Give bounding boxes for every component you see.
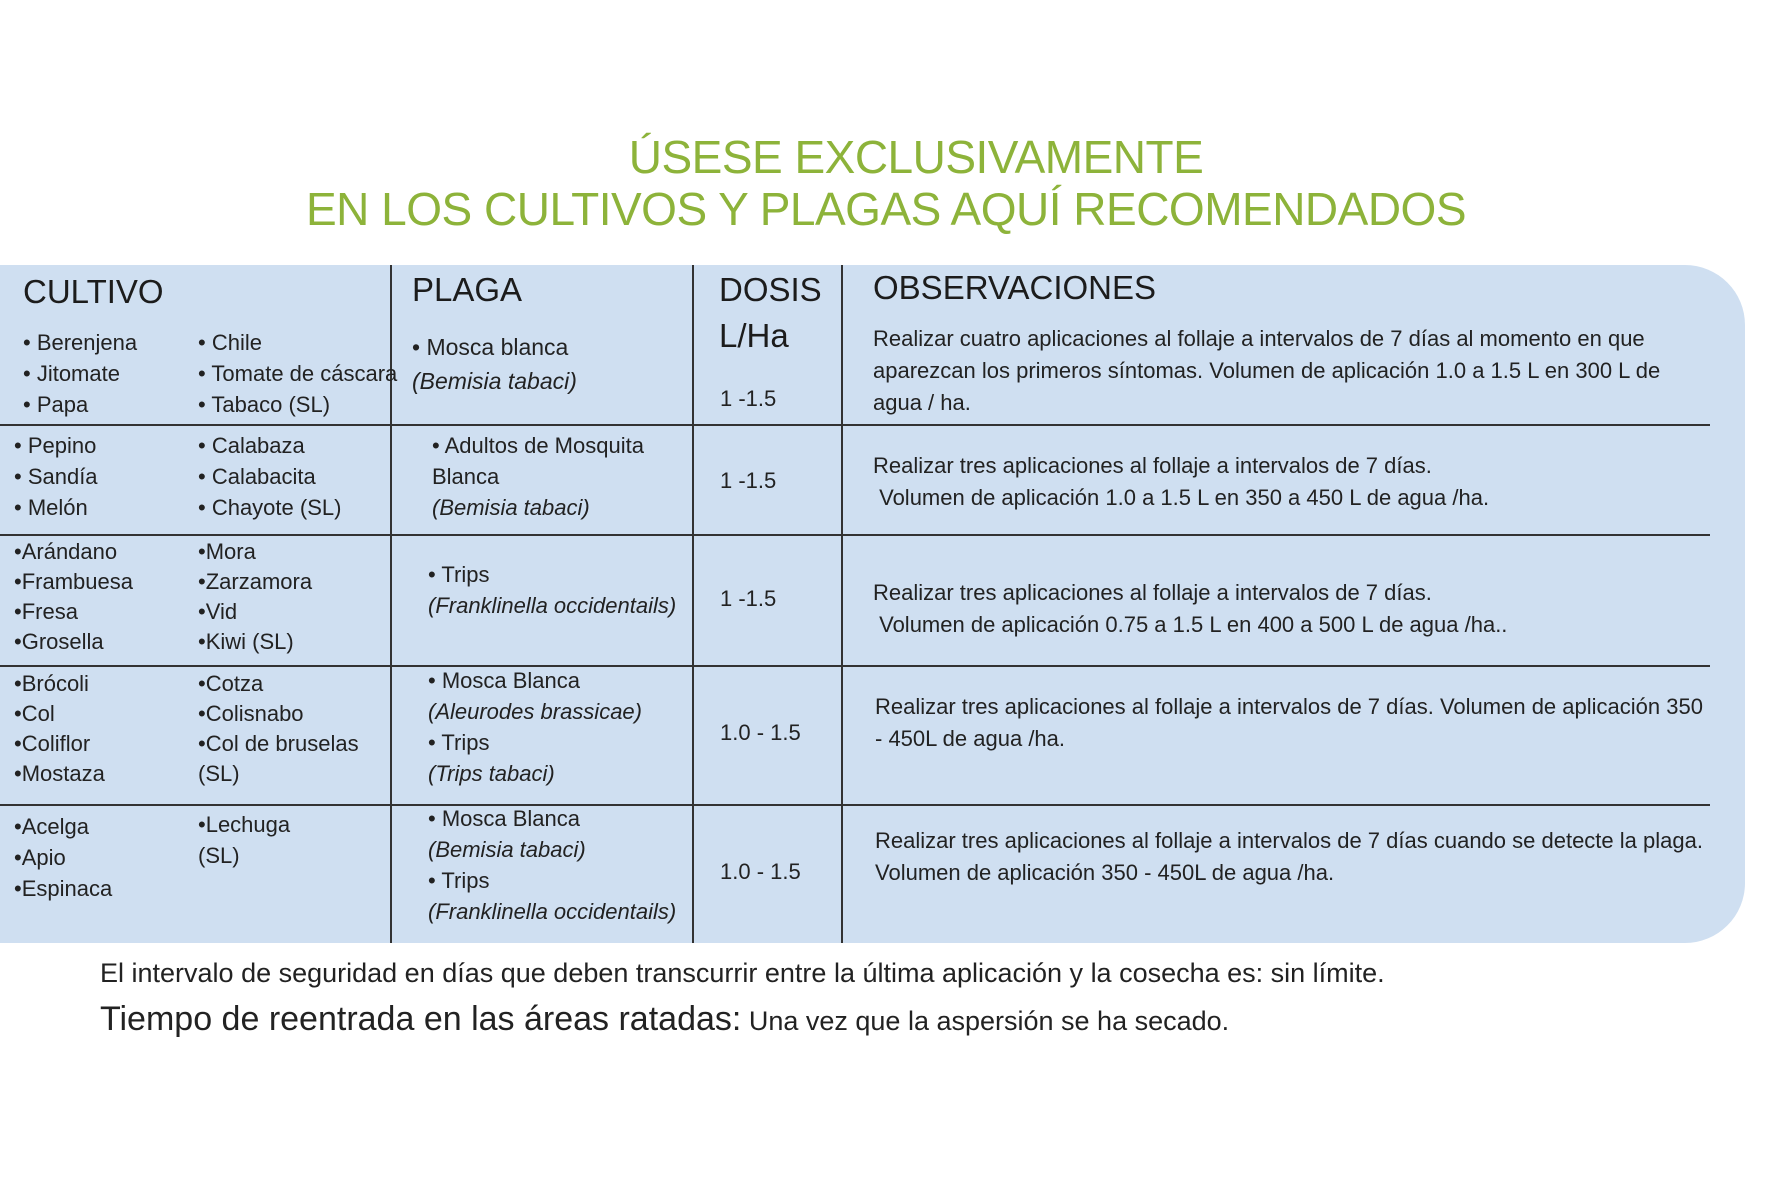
row-2-dosis: 1 -1.5 xyxy=(720,468,777,493)
heading-line-1: ÚSESE EXCLUSIVAMENTE xyxy=(628,131,1204,183)
observacion-line: Realizar tres aplicaciones al follaje a intervalos de 7 días. xyxy=(873,453,1432,478)
observacion-line: Realizar tres aplicaciones al follaje a intervalos de 7 días. xyxy=(873,580,1432,605)
list-item: •Vid xyxy=(198,599,238,624)
list-item: •Zarzamora xyxy=(198,569,313,594)
plaga-scientific-name: (Franklinella occidentails) xyxy=(428,593,677,618)
row-3-plaga xyxy=(428,559,676,621)
plaga-scientific-name: (Trips tabaci) xyxy=(428,761,555,786)
list-item: • Calabacita xyxy=(198,464,316,489)
row-4-plaga xyxy=(428,665,642,789)
plaga-scientific-name: (Bemisia tabaci) xyxy=(412,368,577,394)
row-4-cultivo-a xyxy=(14,669,105,789)
list-item: (SL) xyxy=(198,761,240,786)
row-3-cultivo-a xyxy=(14,537,133,657)
column-divider-observaciones xyxy=(841,265,843,943)
list-item: • Tomate de cáscara xyxy=(198,361,398,386)
list-item: • Tabaco (SL) xyxy=(198,392,331,417)
plaga-name: • Mosca Blanca xyxy=(428,668,580,693)
list-item: • Berenjena xyxy=(23,330,138,355)
row-1-dosis: 1 -1.5 xyxy=(720,386,777,411)
list-item: •Colisnabo xyxy=(198,701,304,726)
plaga-scientific-name: (Aleurodes brassicae) xyxy=(428,699,642,724)
plaga-name: • Mosca blanca xyxy=(412,334,569,360)
list-item: • Jitomate xyxy=(23,361,120,386)
row-4-cultivo-b xyxy=(198,669,359,789)
header-plaga: PLAGA xyxy=(412,271,523,308)
list-item: •Fresa xyxy=(14,599,78,624)
list-item: •Mostaza xyxy=(14,761,105,786)
plaga-scientific-name: (Bemisia tabaci) xyxy=(432,495,590,520)
row-divider-4 xyxy=(0,804,1710,806)
plaga-name-cont: Blanca xyxy=(432,464,500,489)
row-3-dosis: 1 -1.5 xyxy=(720,586,777,611)
row-1-cultivo-b xyxy=(198,327,397,420)
list-item: • Calabaza xyxy=(198,433,305,458)
list-item: •Col de bruselas xyxy=(198,731,359,756)
list-item: • Pepino xyxy=(14,433,97,458)
heading-line-2: EN LOS CULTIVOS Y PLAGAS AQUÍ RECOMENDADOS xyxy=(306,183,1466,235)
header-dosis: DOSIS xyxy=(719,271,822,308)
row-5-cultivo-a xyxy=(14,811,112,904)
plaga-name: • Trips xyxy=(428,868,490,893)
list-item: •Espinaca xyxy=(14,876,113,901)
list-item: •Brócoli xyxy=(14,671,89,696)
observacion-line: Volumen de aplicación 0.75 a 1.5 L en 400 a 500 L de agua /ha.. xyxy=(873,612,1508,637)
row-1-plaga xyxy=(412,330,577,398)
observacion-line: Volumen de aplicación 350 - 450L de agua /ha. xyxy=(875,860,1335,885)
plaga-scientific-name: (Bemisia tabaci) xyxy=(428,837,586,862)
row-5-observaciones xyxy=(875,825,1705,889)
row-5-dosis: 1.0 - 1.5 xyxy=(720,859,801,884)
list-item: • Melón xyxy=(14,495,88,520)
plaga-name: • Trips xyxy=(428,562,490,587)
plaga-name: • Mosca Blanca xyxy=(428,806,580,831)
row-5-cultivo-b xyxy=(198,809,290,871)
list-item: •Arándano xyxy=(14,539,118,564)
list-item: •Cotza xyxy=(198,671,264,696)
column-divider-dosis xyxy=(692,265,694,943)
reentry-value: Una vez que la aspersión se ha secado. xyxy=(741,1006,1230,1036)
list-item: (SL) xyxy=(198,843,240,868)
plaga-name: • Adultos de Mosquita xyxy=(432,433,644,458)
list-item: • Chayote (SL) xyxy=(198,495,342,520)
row-5-plaga xyxy=(428,803,676,927)
list-item: •Grosella xyxy=(14,629,104,654)
row-1-observaciones: Realizar cuatro aplicaciones al follaje a intervalos de 7 días al momento en que aparezcan los primeros síntomas. Volumen de aplicación 1.0 a 1.5 L en 300 L de agua / ha. xyxy=(873,326,1661,415)
reentry-label: Tiempo de reentrada en las áreas ratadas: xyxy=(100,1000,742,1038)
list-item: • Papa xyxy=(23,392,89,417)
reentry-time-note xyxy=(100,1000,1229,1039)
list-item: •Col xyxy=(14,701,55,726)
list-item: •Frambuesa xyxy=(14,569,133,594)
list-item: •Coliflor xyxy=(14,731,91,756)
row-1-cultivo-a xyxy=(23,327,137,420)
row-divider-2 xyxy=(0,534,1710,536)
row-divider-1 xyxy=(0,424,1710,426)
observacion-line: Volumen de aplicación 1.0 a 1.5 L en 350 a 450 L de agua /ha. xyxy=(873,485,1490,510)
list-item: • Sandía xyxy=(14,464,98,489)
header-dosis-unit: L/Ha xyxy=(719,317,789,354)
plaga-name: • Trips xyxy=(428,730,490,755)
row-2-plaga xyxy=(432,430,644,523)
list-item: •Kiwi (SL) xyxy=(198,629,294,654)
row-3-cultivo-b xyxy=(198,537,312,657)
row-2-observaciones xyxy=(873,450,1703,514)
row-2-cultivo-b xyxy=(198,430,341,523)
header-observaciones: OBSERVACIONES xyxy=(873,269,1157,306)
row-4-dosis: 1.0 - 1.5 xyxy=(720,720,801,745)
safety-interval-note: El intervalo de seguridad en días que deben transcurrir entre la última aplicación y la cosecha es: sin límite. xyxy=(100,958,1385,988)
row-3-observaciones xyxy=(873,577,1703,641)
row-4-observaciones: Realizar tres aplicaciones al follaje a intervalos de 7 días. Volumen de aplicación 350 - 450L de agua /ha. xyxy=(875,694,1703,751)
header-cultivo: CULTIVO xyxy=(23,273,164,310)
observacion-line: Realizar tres aplicaciones al follaje a intervalos de 7 días cuando se detecte la plaga. xyxy=(875,828,1703,853)
row-divider-3 xyxy=(0,665,1710,667)
plaga-scientific-name: (Franklinella occidentails) xyxy=(428,899,677,924)
recommendations-table xyxy=(0,265,1745,943)
list-item: • Chile xyxy=(198,330,262,355)
list-item: •Mora xyxy=(198,539,256,564)
list-item: •Lechuga xyxy=(198,812,291,837)
list-item: •Acelga xyxy=(14,814,89,839)
row-2-cultivo-a xyxy=(14,430,98,523)
list-item: •Apio xyxy=(14,845,66,870)
